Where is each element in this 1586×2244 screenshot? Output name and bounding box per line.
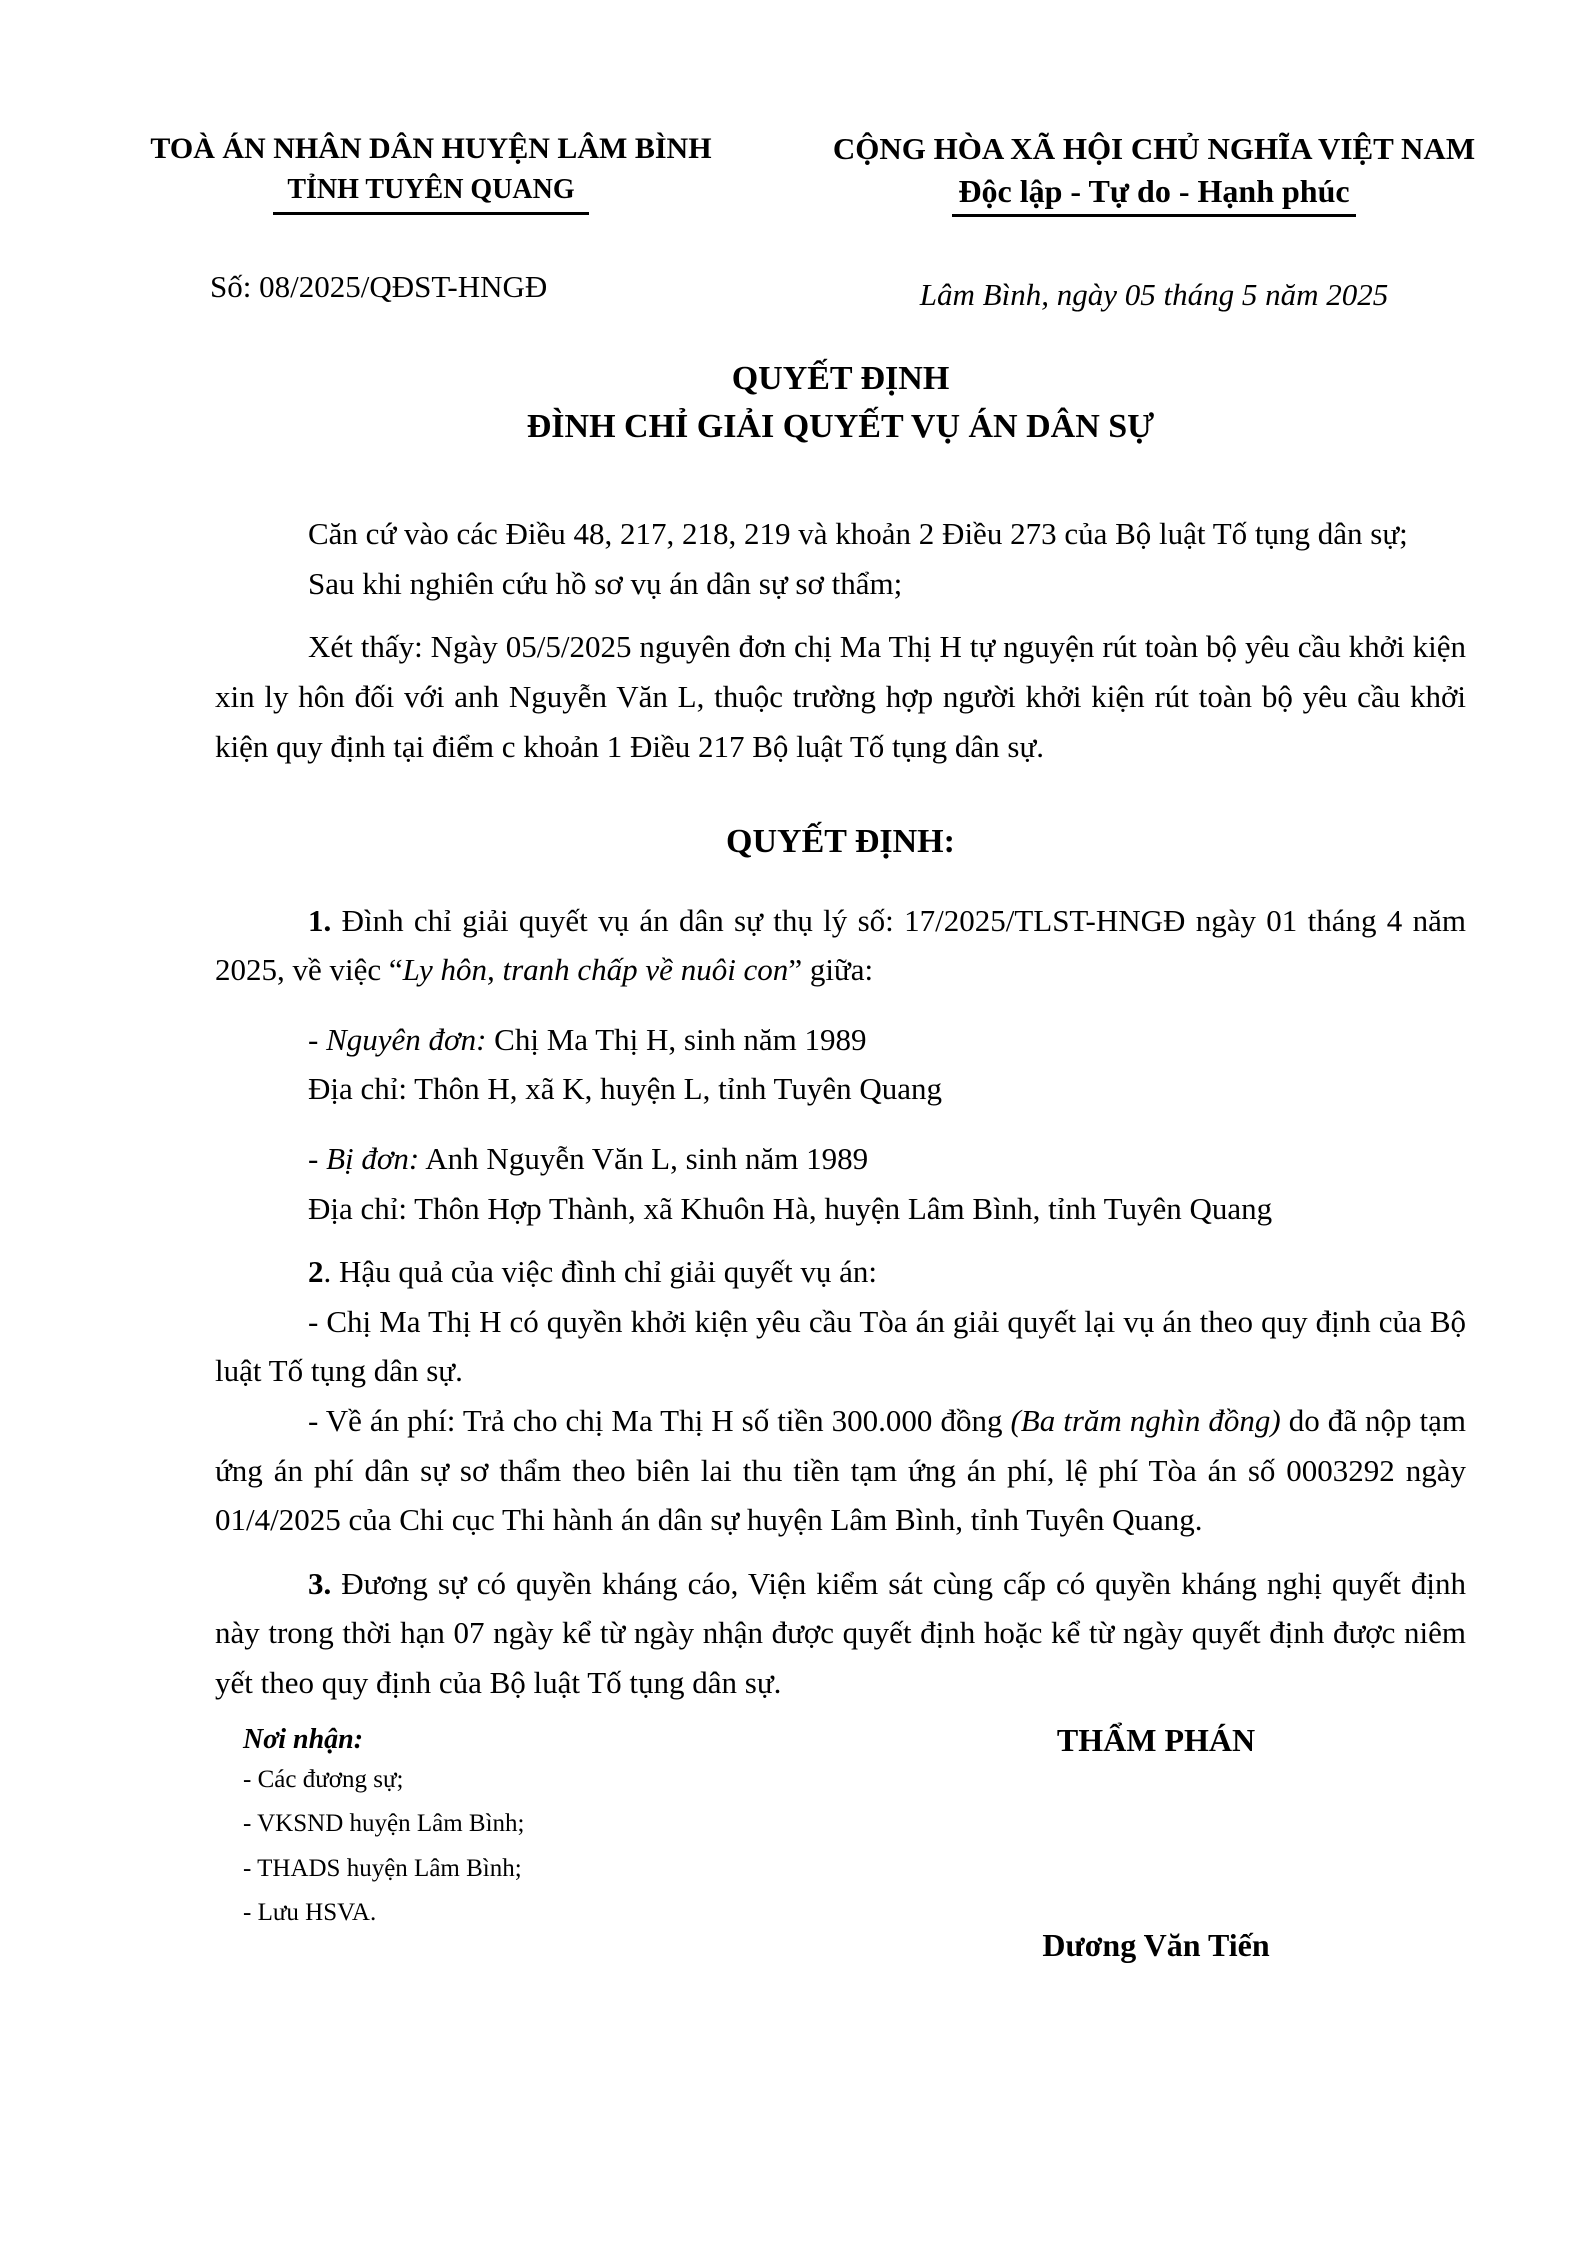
issuing-court-block: [125, 130, 737, 313]
recipient-item: - Lưu HSVA.: [243, 1899, 377, 1927]
defendant-info: Anh Nguyễn Văn L, sinh năm 1989: [419, 1141, 869, 1177]
decision-item-1-number: 1.: [308, 902, 332, 938]
recipient-item: - VKSND huyện Lâm Bình;: [243, 1810, 525, 1838]
decision-item-2-sub2: [215, 1396, 1466, 1545]
document-title-line2: ĐÌNH CHỈ GIẢI QUYẾT VỤ ÁN DÂN SỰ: [526, 408, 1155, 446]
recipient-item: - THADS huyện Lâm Bình;: [243, 1854, 522, 1882]
signer-name: Dương Văn Tiến: [1042, 1926, 1270, 1963]
document-body: [215, 509, 1466, 1707]
signer-title: THẨM PHÁN: [1056, 1721, 1256, 1758]
decision-item-2-heading: [215, 1247, 1466, 1297]
plaintiff-address: Địa chỉ: Thôn H, xã K, huyện L, tỉnh Tuyên Quang: [308, 1071, 943, 1107]
recipients-label: Nơi nhận:: [243, 1723, 364, 1755]
decision-item-1: [215, 896, 1466, 995]
document-title-line1: QUYẾT ĐỊNH: [731, 359, 950, 397]
finding-paragraph: Xét thấy: Ngày 05/5/2025 nguyên đơn chị Ma Thị H tự nguyện rút toàn bộ yêu cầu khởi kiện xin ly hôn đối với anh Nguyễn Văn L, thuộc trường hợp người khởi kiện rút toàn bộ yêu cầu khởi kiện quy định tại điểm c khoản 1 Điều 217 Bộ luật Tố tụng dân sự.: [215, 629, 1466, 764]
defendant-block: [215, 1134, 1466, 1233]
court-province-wrap: [125, 170, 737, 215]
decision-item-3-text: Đương sự có quyền kháng cáo, Viện kiểm sát cùng cấp có quyền kháng nghị quyết định này trong thời hạn 07 ngày kể từ ngày nhận được quyết định hoặc kể từ ngày quyết định được niêm yết theo quy định của Bộ luật Tố tụng dân sự.: [215, 1565, 1466, 1700]
court-province: TỈNH TUYÊN QUANG: [273, 172, 588, 215]
decision-item-3-number: 3.: [308, 1565, 332, 1601]
legal-basis-paragraph-1: Căn cứ vào các Điều 48, 217, 218, 219 và khoản 2 Điều 273 của Bộ luật Tố tụng dân sự;: [308, 516, 1408, 552]
plaintiff-label: Nguyên đơn:: [326, 1021, 487, 1057]
plaintiff-block: [215, 1015, 1466, 1114]
decision-item-2-sub2-text-end: do đã nộp tạm ứng án phí dân sự sơ thẩm theo biên lai thu tiền tạm ứng án phí, lệ phí Tòa án số 0003292 ngày 01/4/2025 của Chi cục Thi hành án dân sự huyện Lâm Bình, tỉnh Tuyên Quang.: [215, 1402, 1466, 1538]
decision-item-2-sub2-text: - Về án phí: Trả cho chị Ma Thị H số tiền 300.000 đồng: [308, 1402, 1011, 1438]
court-name: TOÀ ÁN NHÂN DÂN HUYỆN LÂM BÌNH: [150, 132, 712, 165]
document-header: [0, 0, 1586, 313]
defendant-dash: -: [308, 1141, 327, 1177]
defendant-address: Địa chỉ: Thôn Hợp Thành, xã Khuôn Hà, huyện Lâm Bình, tỉnh Tuyên Quang: [308, 1190, 1273, 1226]
decision-item-1-text-end: ” giữa:: [788, 952, 874, 988]
signature-block: [846, 1722, 1466, 1964]
document-number: Số: 08/2025/QĐST-HNGĐ: [210, 269, 548, 305]
legal-basis-paragraph-2: Sau khi nghiên cứu hồ sơ vụ án dân sự sơ thẩm;: [308, 565, 903, 601]
plaintiff-line: [308, 1015, 1466, 1065]
recipients-block: [215, 1722, 846, 1936]
defendant-line: [308, 1134, 1466, 1184]
national-motto: Độc lập - Tự do - Hạnh phúc: [952, 173, 1355, 217]
document-title: [215, 355, 1466, 452]
plaintiff-info: Chị Ma Thị H, sinh năm 1989: [486, 1021, 867, 1057]
national-header-block: [814, 130, 1494, 313]
decision-item-1-case-name: Ly hôn, tranh chấp về nuôi con: [402, 952, 789, 988]
plaintiff-dash: -: [308, 1021, 327, 1057]
decision-item-3: [215, 1559, 1466, 1708]
decision-item-1-text: Đình chỉ giải quyết vụ án dân sự thụ lý số: 17/2025/TLST-HNGĐ ngày 01 tháng 4 năm 2025, về việc “: [215, 902, 1466, 988]
document-footer: [215, 1722, 1466, 1964]
place-date-line: Lâm Bình, ngày 05 tháng 5 năm 2025: [919, 276, 1389, 312]
decision-item-2-number: 2: [308, 1254, 324, 1290]
recipient-item: - Các đương sự;: [243, 1765, 404, 1793]
decision-item-2-heading-text: . Hậu quả của việc đình chỉ giải quyết vụ án:: [323, 1254, 878, 1290]
decision-section-heading: QUYẾT ĐỊNH:: [726, 823, 955, 861]
national-motto-wrap: [814, 173, 1494, 217]
national-title: CỘNG HÒA XÃ HỘI CHỦ NGHĨA VIỆT NAM: [832, 131, 1476, 166]
decision-item-2-amount-words: (Ba trăm nghìn đồng): [1010, 1402, 1281, 1438]
decision-item-2-sub1: - Chị Ma Thị H có quyền khởi kiện yêu cầu Tòa án giải quyết lại vụ án theo quy định của Bộ luật Tố tụng dân sự.: [215, 1303, 1466, 1389]
defendant-label: Bị đơn:: [326, 1141, 420, 1177]
